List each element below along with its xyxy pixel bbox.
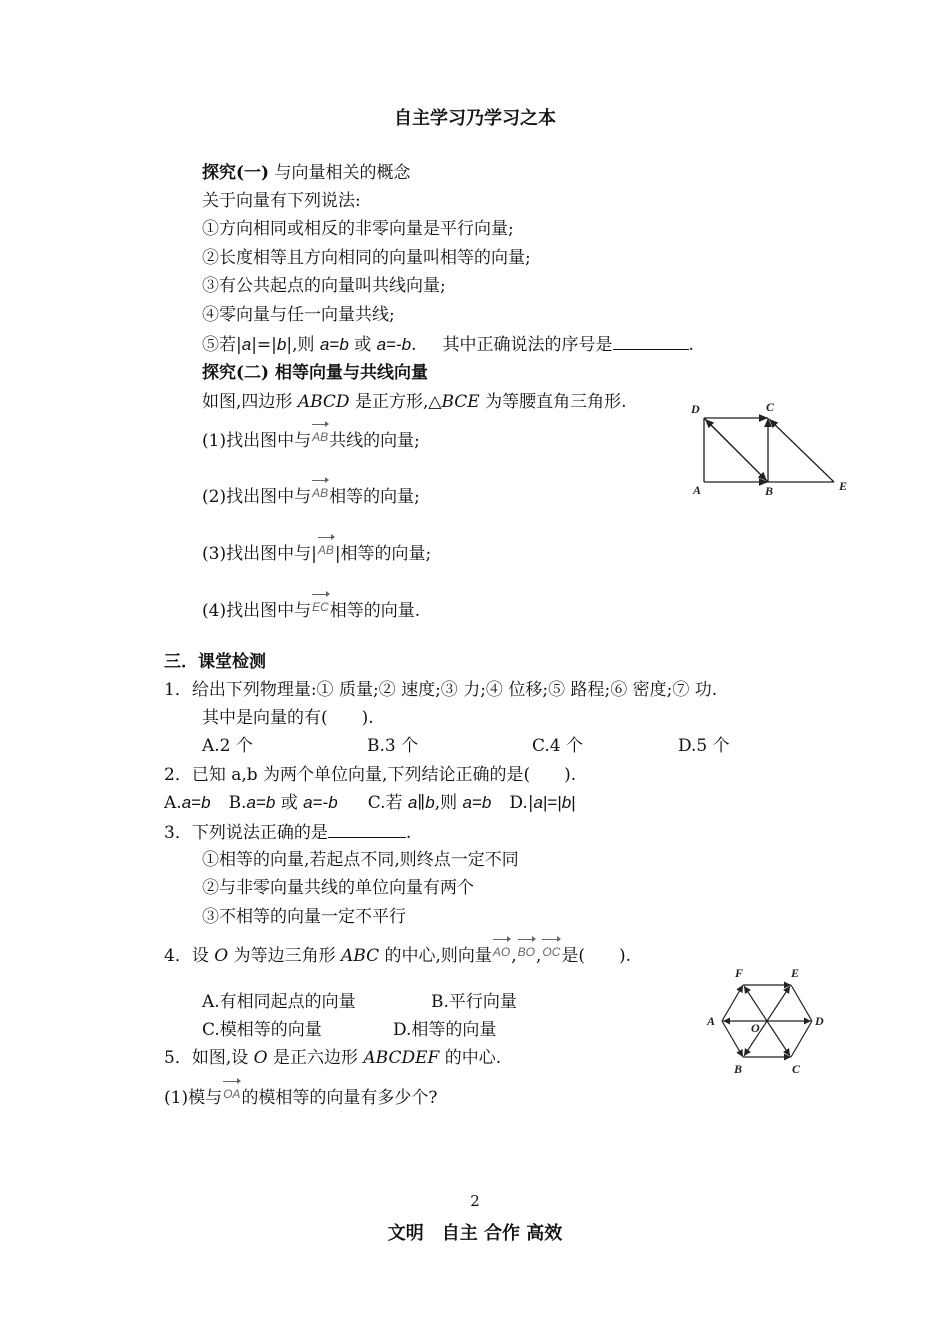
p1-option-a[interactable]: A.2 个 [202,736,253,756]
opt-letter: D.| [509,793,534,813]
or-text: 或 [275,793,304,813]
question-4 [202,596,420,622]
s5-tail: . [688,335,694,355]
var-b: b [425,793,435,812]
var-a: a [241,335,252,354]
section1-intro: 关于向量有下列说法: [202,191,361,211]
p4-option-b[interactable]: B.平行向量 [431,992,517,1012]
s5-or: 或 [348,335,377,355]
answer-blank[interactable] [613,333,689,350]
problem-4-stem [164,941,631,967]
opt-letter: A. [164,793,182,813]
vector-ec: EC [311,596,330,618]
neg-equals-sign: =- [386,335,402,354]
p1-option-b[interactable]: B.3 个 [367,736,419,756]
var-a: a [462,793,472,812]
problem-2-options [164,792,576,814]
p1-option-d[interactable]: D.5 个 [678,736,730,756]
intro-text: 为等腰直角三角形. [479,392,627,412]
var-a: a [303,793,313,812]
intro-text: 如图,四边形 [202,392,298,412]
section3-heading: 三．课堂检测 [164,652,266,672]
point-o: O [253,1048,268,1068]
segment-ec [769,419,834,482]
problem-5-question-1 [164,1083,438,1109]
opt-letter: B. [228,793,247,813]
q-text: (2)找出图中与 [202,487,312,507]
var-a: a [246,793,256,812]
p5-text: 的中心. [439,1048,502,1068]
problem-1-stem2: 其中是向量的有( ). [202,708,374,728]
vector-ao: AO [492,941,511,963]
q-text: 共线的向量; [329,431,420,451]
label-a: A [693,483,702,497]
label-c: C [766,400,775,414]
var-a: a [376,335,387,354]
p5-text: 是正六边形 [267,1048,364,1068]
section1-heading-rest: 与向量相关的概念 [269,163,411,183]
point-o: O [214,946,229,966]
equals-sign: |=| [543,793,562,812]
abs-bar: | [571,793,576,812]
statement-1: ①方向相同或相反的非零向量是平行向量; [202,219,514,239]
equals-sign: = [191,793,202,812]
edge-ed [791,985,812,1021]
var-b: b [401,335,412,354]
section2-heading: 探究(二) 相等向量与共线向量 [202,363,429,383]
problem-3-stem [164,821,411,844]
edge-af [722,985,743,1021]
section1-heading [202,162,411,184]
s5-mid: |=| [251,335,277,355]
question-3 [202,539,431,565]
p4-text: 的中心,则向量 [379,946,492,966]
p4-option-c[interactable]: C.模相等的向量 [202,1020,322,1040]
var-a: a [319,335,330,354]
neg-equals-sign: =- [312,793,329,812]
statement-3: ③有公共起点的向量叫共线向量; [202,276,446,296]
vector-oc: OC [541,941,561,963]
var-b: b [276,335,287,354]
triangle-name: ABC [340,946,380,966]
q-text: 的模相等的向量有多少个? [241,1088,438,1108]
q-text: 相等的向量. [329,601,421,621]
vector-bo: BO [517,941,536,963]
edge-dc [791,1021,812,1057]
p2-option-b[interactable] [229,793,338,813]
answer-blank[interactable] [328,821,406,838]
equals-sign: = [255,793,266,812]
page-number: 2 [470,1192,480,1210]
parallel-sign: ∥ [417,793,426,813]
triangle-name: BCE [441,392,480,412]
q-text: 相等的向量; [329,487,420,507]
section2-intro [202,391,626,413]
var-a: a [407,793,418,812]
intro-text: 是正方形,△ [349,392,442,412]
p4-option-d[interactable]: D.相等的向量 [393,1020,497,1040]
label-b: B [734,1062,743,1076]
statement-2: ②长度相等且方向相同的向量叫相等的向量; [202,248,531,268]
p5-text: 5．如图,设 [164,1048,254,1068]
q-text: (4)找出图中与 [202,601,312,621]
vector-ab: AB [317,539,335,561]
p4-option-a[interactable]: A.有相同起点的向量 [202,992,356,1012]
ray-oc [767,1021,790,1056]
p3-text: 3．下列说法正确的是 [164,823,328,843]
p3-statement-3: ③不相等的向量一定不平行 [202,907,406,927]
p3-tail: . [405,823,412,843]
equals-sign: = [329,335,340,354]
p3-statement-1: ①相等的向量,若起点不同,则终点一定不同 [202,850,519,870]
hexagon-name: ABCDEF [363,1048,440,1068]
p1-option-c[interactable]: C.4 个 [532,736,584,756]
s5-then: |,则 [286,335,320,355]
label-a: A [707,1014,716,1028]
hexagon-figure [702,962,834,1080]
s5-end: . [411,335,417,355]
then-text: ,则 [434,793,463,813]
s5-prefix: ⑤若| [202,335,242,355]
section1-heading-bold: 探究(一) [202,163,270,183]
label-e: E [791,966,800,980]
p2-option-d[interactable] [509,793,575,813]
vector-ab: AB [311,482,329,504]
var-b: b [481,793,492,812]
var-b: b [328,793,338,812]
s5-question: 其中正确说法的序号是 [442,335,613,355]
var-b: b [265,793,276,812]
label-f: F [735,966,744,980]
problem-1-stem: 1．给出下列物理量:① 质量;② 速度;③ 力;④ 位移;⑤ 路程;⑥ 密度;⑦ 功. [164,680,718,700]
opt-letter: C.若 [367,793,408,813]
equals-sign: = [471,793,482,812]
p4-text: 4．设 [164,946,215,966]
label-o: O [751,1021,760,1035]
vector-oa: OA [222,1083,241,1105]
p2-option-c[interactable] [368,793,492,813]
edge-ab [722,1021,743,1057]
var-b: b [561,793,572,812]
question-1 [202,426,420,452]
question-2 [202,482,420,508]
label-d: D [691,402,700,416]
var-b: b [339,335,349,354]
segment-db [704,418,767,481]
comma: , [535,946,542,966]
p3-statement-2: ②与非零向量共线的单位向量有两个 [202,878,474,898]
var-a: a [533,793,544,812]
label-e: E [839,479,848,493]
ray-oe [767,986,790,1021]
comma: , [511,946,517,966]
label-c: C [792,1062,801,1076]
q-text: (3)找出图中与| [202,544,317,564]
q-text: (1)模与 [164,1088,223,1108]
problem-5-stem [164,1047,501,1069]
label-d: D [815,1014,824,1028]
label-b: B [765,484,774,498]
q-text: |相等的向量; [334,544,432,564]
statement-4: ④零向量与任一向量共线; [202,305,395,325]
vector-ab: AB [311,426,329,448]
statement-5 [202,333,694,356]
var-a: a [181,793,192,812]
page-title: 自主学习乃学习之本 [394,108,556,129]
footer-motto: 文明 自主 合作 高效 [387,1223,563,1244]
square-triangle-figure [684,398,854,500]
square-name: ABCD [297,392,350,412]
ray-of [744,986,767,1021]
p4-text: 是( ). [561,946,632,966]
problem-2-stem: 2．已知 a,b 为两个单位向量,下列结论正确的是( ). [164,765,577,785]
p4-text: 为等边三角形 [228,946,341,966]
p2-option-a[interactable] [164,793,211,813]
var-b: b [201,793,211,812]
q-text: (1)找出图中与 [202,431,312,451]
